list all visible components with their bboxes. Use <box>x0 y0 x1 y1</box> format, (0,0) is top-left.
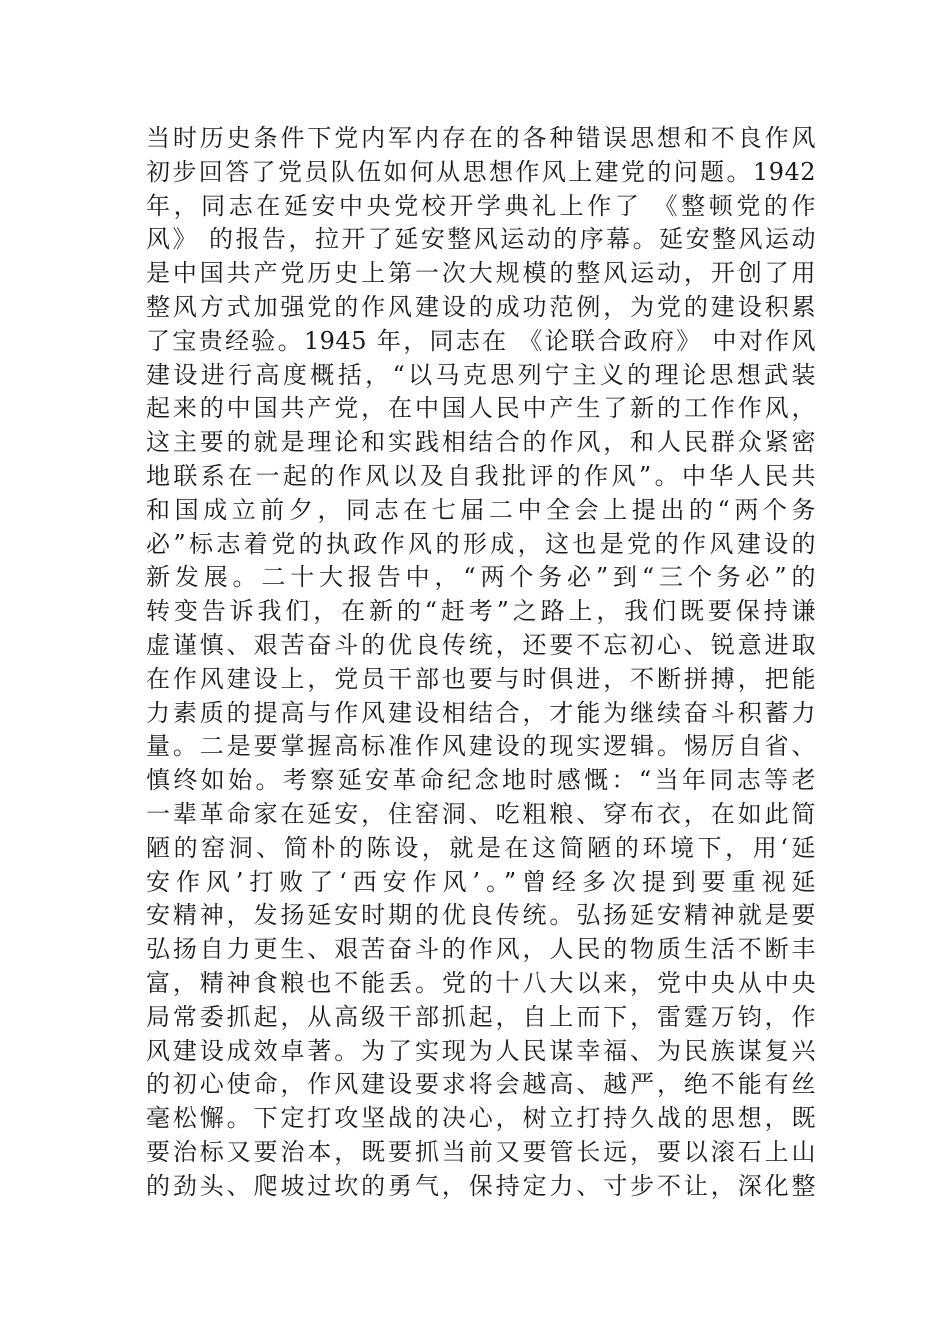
text-line: 风建设成效卓著。为了实现为人民谋幸福、为民族谋复兴 <box>146 1036 816 1065</box>
text-line: 整风方式加强党的作风建设的成功范例，为党的建设积累 <box>146 292 816 321</box>
text-line: 慎终如始。考察延安革命纪念地时感慨：“当年同志等老 <box>146 766 816 795</box>
text-line: 和国成立前夕，同志在七届二中全会上提出的“两个务 <box>146 495 816 524</box>
text-line: 了宝贵经验。1945 年，同志在 《论联合政府》 中对作风 <box>146 326 816 355</box>
text-line: 初步回答了党员队伍如何从思想作风上建党的问题。1942 <box>146 157 816 186</box>
text-line: 弘扬自力更生、艰苦奋斗的作风，人民的物质生活不断丰 <box>146 935 816 964</box>
text-line: 的劲头、爬坡过坎的勇气，保持定力、寸步不让，深化整 <box>146 1171 816 1200</box>
text-line: 地联系在一起的作风以及自我批评的作风”。中华人民共 <box>146 461 816 490</box>
text-line: 在作风建设上，党员干部也要与时俱进，不断拼搏，把能 <box>146 664 816 693</box>
text-line: 的初心使命，作风建设要求将会越高、越严，绝不能有丝 <box>146 1070 816 1099</box>
text-line: 风》 的报告，拉开了延安整风运动的序幕。延安整风运动 <box>146 225 816 254</box>
text-line: 当时历史条件下党内军内存在的各种错误思想和不良作风 <box>146 124 816 152</box>
text-line: 必”标志着党的执政作风的形成，这也是党的作风建设的 <box>146 529 816 558</box>
text-line: 力素质的提高与作风建设相结合，才能为继续奋斗积蓄力 <box>146 698 816 727</box>
text-line: 转变告诉我们，在新的“赶考”之路上，我们既要保持谦 <box>146 597 816 626</box>
text-line: 富，精神食粮也不能丢。党的十八大以来，党中央从中央 <box>146 968 816 997</box>
text-line: 陋的窑洞、简朴的陈设，就是在这简陋的环境下，用‘延 <box>146 833 816 862</box>
body-paragraph <box>146 122 816 1204</box>
text-line: 毫松懈。下定打攻坚战的决心，树立打持久战的思想，既 <box>146 1104 816 1133</box>
text-line: 新发展。二十大报告中，“两个务必”到“三个务必”的 <box>146 563 816 592</box>
text-line: 年，同志在延安中央党校开学典礼上作了 《整顿党的作 <box>146 191 816 220</box>
text-line: 一辈革命家在延安，住窑洞、吃粗粮、穿布衣，在如此简 <box>146 799 816 828</box>
text-line: 要治标又要治本，既要抓当前又要管长远，要以滚石上山 <box>146 1137 816 1166</box>
text-line: 安作风’打败了‘西安作风’。”曾经多次提到要重视延 <box>146 867 816 896</box>
text-line: 这主要的就是理论和实践相结合的作风，和人民群众紧密 <box>146 428 816 457</box>
text-line: 建设进行高度概括，“以马克思列宁主义的理论思想武装 <box>146 360 816 389</box>
text-line: 起来的中国共产党，在中国人民中产生了新的工作作风， <box>146 394 816 423</box>
text-line: 是中国共产党历史上第一次大规模的整风运动，开创了用 <box>146 259 816 288</box>
text-line: 安精神，发扬延安时期的优良传统。弘扬延安精神就是要 <box>146 901 816 930</box>
text-line: 局常委抓起，从高级干部抓起，自上而下，雷霆万钧，作 <box>146 1002 816 1031</box>
text-line: 虚谨慎、艰苦奋斗的优良传统，还要不忘初心、锐意进取 <box>146 630 816 659</box>
text-line: 量。二是要掌握高标准作风建设的现实逻辑。惕厉自省、 <box>146 732 816 761</box>
